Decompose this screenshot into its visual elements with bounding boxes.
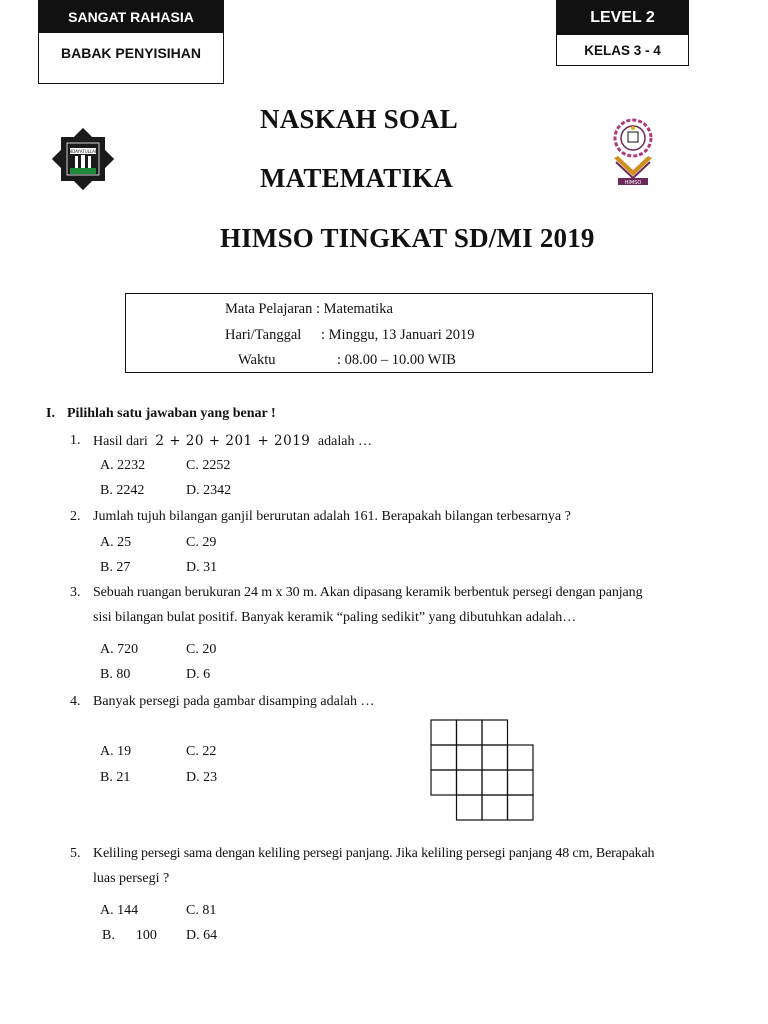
question-1-text-pre: Hasil dari [93,434,148,449]
class-label: KELAS 3 - 4 [556,34,689,66]
question-2-option-b[interactable]: B. 27 [100,560,131,575]
question-4-text: Banyak persegi pada gambar disamping adalah … [93,694,375,709]
question-1-text-post: adalah … [317,434,372,449]
question-2-text: Jumlah tujuh bilangan ganjil berurutan adalah 161. Berapakah bilangan terbesarnya ? [93,509,571,524]
question-2-option-c[interactable]: C. 29 [186,535,217,550]
question-5-option-a[interactable]: A. 144 [100,903,139,918]
section-title: Pilihlah satu jawaban yang benar ! [67,406,276,421]
question-3-text-line-1: Sebuah ruangan berukuran 24 m x 30 m. Akan dipasang keramik berbentuk persegi dengan panjang [93,585,643,600]
question-3-option-b[interactable]: B. 80 [100,667,131,682]
round-label: BABAK PENYISIHAN [38,32,224,84]
question-4-option-b[interactable]: B. 21 [100,770,131,785]
question-1-number: 1. [70,433,81,448]
question-2-option-a[interactable]: A. 25 [100,535,132,550]
question-4-option-c[interactable]: C. 22 [186,744,217,759]
question-2-number: 2. [70,509,81,524]
question-3-option-a[interactable]: A. 720 [100,642,139,657]
title-line-2: MATEMATIKA [260,163,453,193]
question-5-option-b[interactable]: B. 100 [102,928,157,943]
secret-label: SANGAT RAHASIA [38,0,224,33]
question-5-option-c[interactable]: C. 81 [186,903,217,918]
question-5-option-d[interactable]: D. 64 [186,928,218,943]
level-label: LEVEL 2 [556,0,689,35]
hidayatullah-logo [48,126,118,192]
date-value: : Minggu, 13 Januari 2019 [321,327,475,343]
title-line-1: NASKAH SOAL [260,104,458,134]
question-3-option-d[interactable]: D. 6 [186,667,211,682]
time-value: : 08.00 – 10.00 WIB [337,352,456,368]
date-label: Hari/Tanggal [225,327,302,343]
title-line-3: HIMSO TINGKAT SD/MI 2019 [220,223,595,253]
exam-info-box [125,293,653,373]
question-2-option-d[interactable]: D. 31 [186,560,218,575]
question-5-text-line-2: luas persegi ? [93,871,170,886]
question-1-text [93,433,372,450]
question-3-text-line-2: sisi bilangan bulat positif. Banyak keramik “paling sedikit” yang dibutuhkan adalah… [93,610,577,625]
logo-text: HIMSO [624,180,642,186]
question-1-math: 2 + 20 + 201 + 2019 [155,433,311,449]
question-4-number: 4. [70,694,81,709]
time-label: Waktu [238,352,276,368]
logo-text: HIDAYATULLAH [68,149,98,154]
question-5-number: 5. [70,846,81,861]
question-3-option-c[interactable]: C. 20 [186,642,217,657]
question-5-text-line-1: Keliling persegi sama dengan keliling persegi panjang. Jika keliling persegi panjang 48 cm, Berapakah [93,846,655,861]
question-3-number: 3. [70,585,81,600]
subject-line: Mata Pelajaran : Matematika [225,301,393,317]
question-4-option-a[interactable]: A. 19 [100,744,132,759]
question-1-option-a[interactable]: A. 2232 [100,458,146,473]
question-4-option-d[interactable]: D. 23 [186,770,218,785]
question-1-option-d[interactable]: D. 2342 [186,483,232,498]
question-1-option-b[interactable]: B. 2242 [100,483,145,498]
question-1-option-c[interactable]: C. 2252 [186,458,231,473]
himso-logo [606,114,660,190]
section-number: I. [46,406,55,421]
squares-figure [430,719,538,821]
